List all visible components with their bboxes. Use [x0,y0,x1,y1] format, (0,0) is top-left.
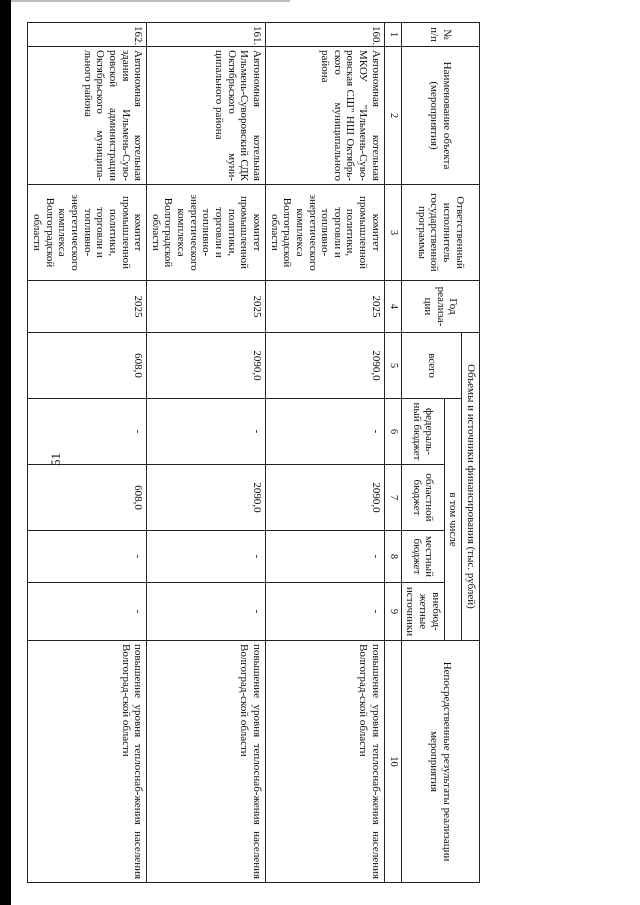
row-federal: - [147,399,266,465]
header-num: № п/п [401,23,479,47]
scan-top-line [0,0,290,2]
col-num-5: 5 [384,333,401,399]
header-regional: областной бюджет [401,465,444,531]
row-result: повышение уровня теплоснаб-жения населения Волгоград-ской области [147,641,266,883]
row-year: 2025 [147,281,266,333]
row-num: 162. [28,23,147,47]
row-extra: - [265,583,384,641]
col-num-8: 8 [384,531,401,583]
row-year: 2025 [28,281,147,333]
row-federal: - [265,399,384,465]
header-year: Год реализа-ции [401,281,479,333]
row-name: Автономная котельная Ильмень-Суворовский СДК Октябрьского муни-ципального района [147,47,266,185]
header-executor: Ответственный исполнитель государственной программы [401,185,479,281]
row-federal: - [28,399,147,465]
header-local: местный бюджет [401,531,444,583]
row-result: повышение уровня теплоснаб-жения населения Волгоград-ской области [28,641,147,883]
row-regional: 608,0 [28,465,147,531]
row-executor: комитет промышленной политики, торговли и топливно-энергетического комплекса Волгоградской области [28,185,147,281]
row-regional: 2090,0 [265,465,384,531]
header-including: в том числе [444,399,462,641]
row-name: Автономная котельная МКОУ "Ильмень-Суво-ровская СШ" НШ Октябрь-ского муниципального района [265,47,384,185]
finance-table [27,22,480,883]
row-executor: комитет промышленной политики, торговли и топливно-энергетического комплекса Волгоградской области [265,185,384,281]
page-number: 51 [48,453,63,466]
header-results: Непосредственные результаты реализации мероприятия [401,641,479,883]
col-num-10: 10 [384,641,401,883]
row-num: 160. [265,23,384,47]
row-name: Автономная котельная здания Ильмень-Суво-ровской администрации Октябрьского муниципа-льного района [28,47,147,185]
header-finance: Объемы и источники финансирования (тыс. рублей) [462,333,480,641]
row-extra: - [28,583,147,641]
row-regional: 2090,0 [147,465,266,531]
header-extra: внебюд-жетные источники [401,583,444,641]
row-executor: комитет промышленной политики, торговли и топливно-энергетического комплекса Волгоградской области [147,185,266,281]
col-num-4: 4 [384,281,401,333]
table-row [147,23,266,883]
col-num-9: 9 [384,583,401,641]
col-num-2: 2 [384,47,401,185]
row-result: повышение уровня теплоснаб-жения населения Волгоград-ской области [265,641,384,883]
table-row [28,23,147,883]
row-extra: - [147,583,266,641]
header-row-1 [462,23,480,883]
row-total: 608,0 [28,333,147,399]
row-total: 2090,0 [265,333,384,399]
row-num: 161. [147,23,266,47]
col-num-7: 7 [384,465,401,531]
table-row [265,23,384,883]
column-number-row [384,23,401,883]
scan-left-edge [0,0,11,905]
row-local: - [265,531,384,583]
col-num-6: 6 [384,399,401,465]
row-local: - [28,531,147,583]
header-total: всего [401,333,462,399]
header-name: Наименование объекта (мероприятия) [401,47,479,185]
col-num-3: 3 [384,185,401,281]
col-num-1: 1 [384,23,401,47]
row-local: - [147,531,266,583]
row-year: 2025 [265,281,384,333]
row-total: 2090,0 [147,333,266,399]
header-federal: федераль-ный бюджет [401,399,444,465]
